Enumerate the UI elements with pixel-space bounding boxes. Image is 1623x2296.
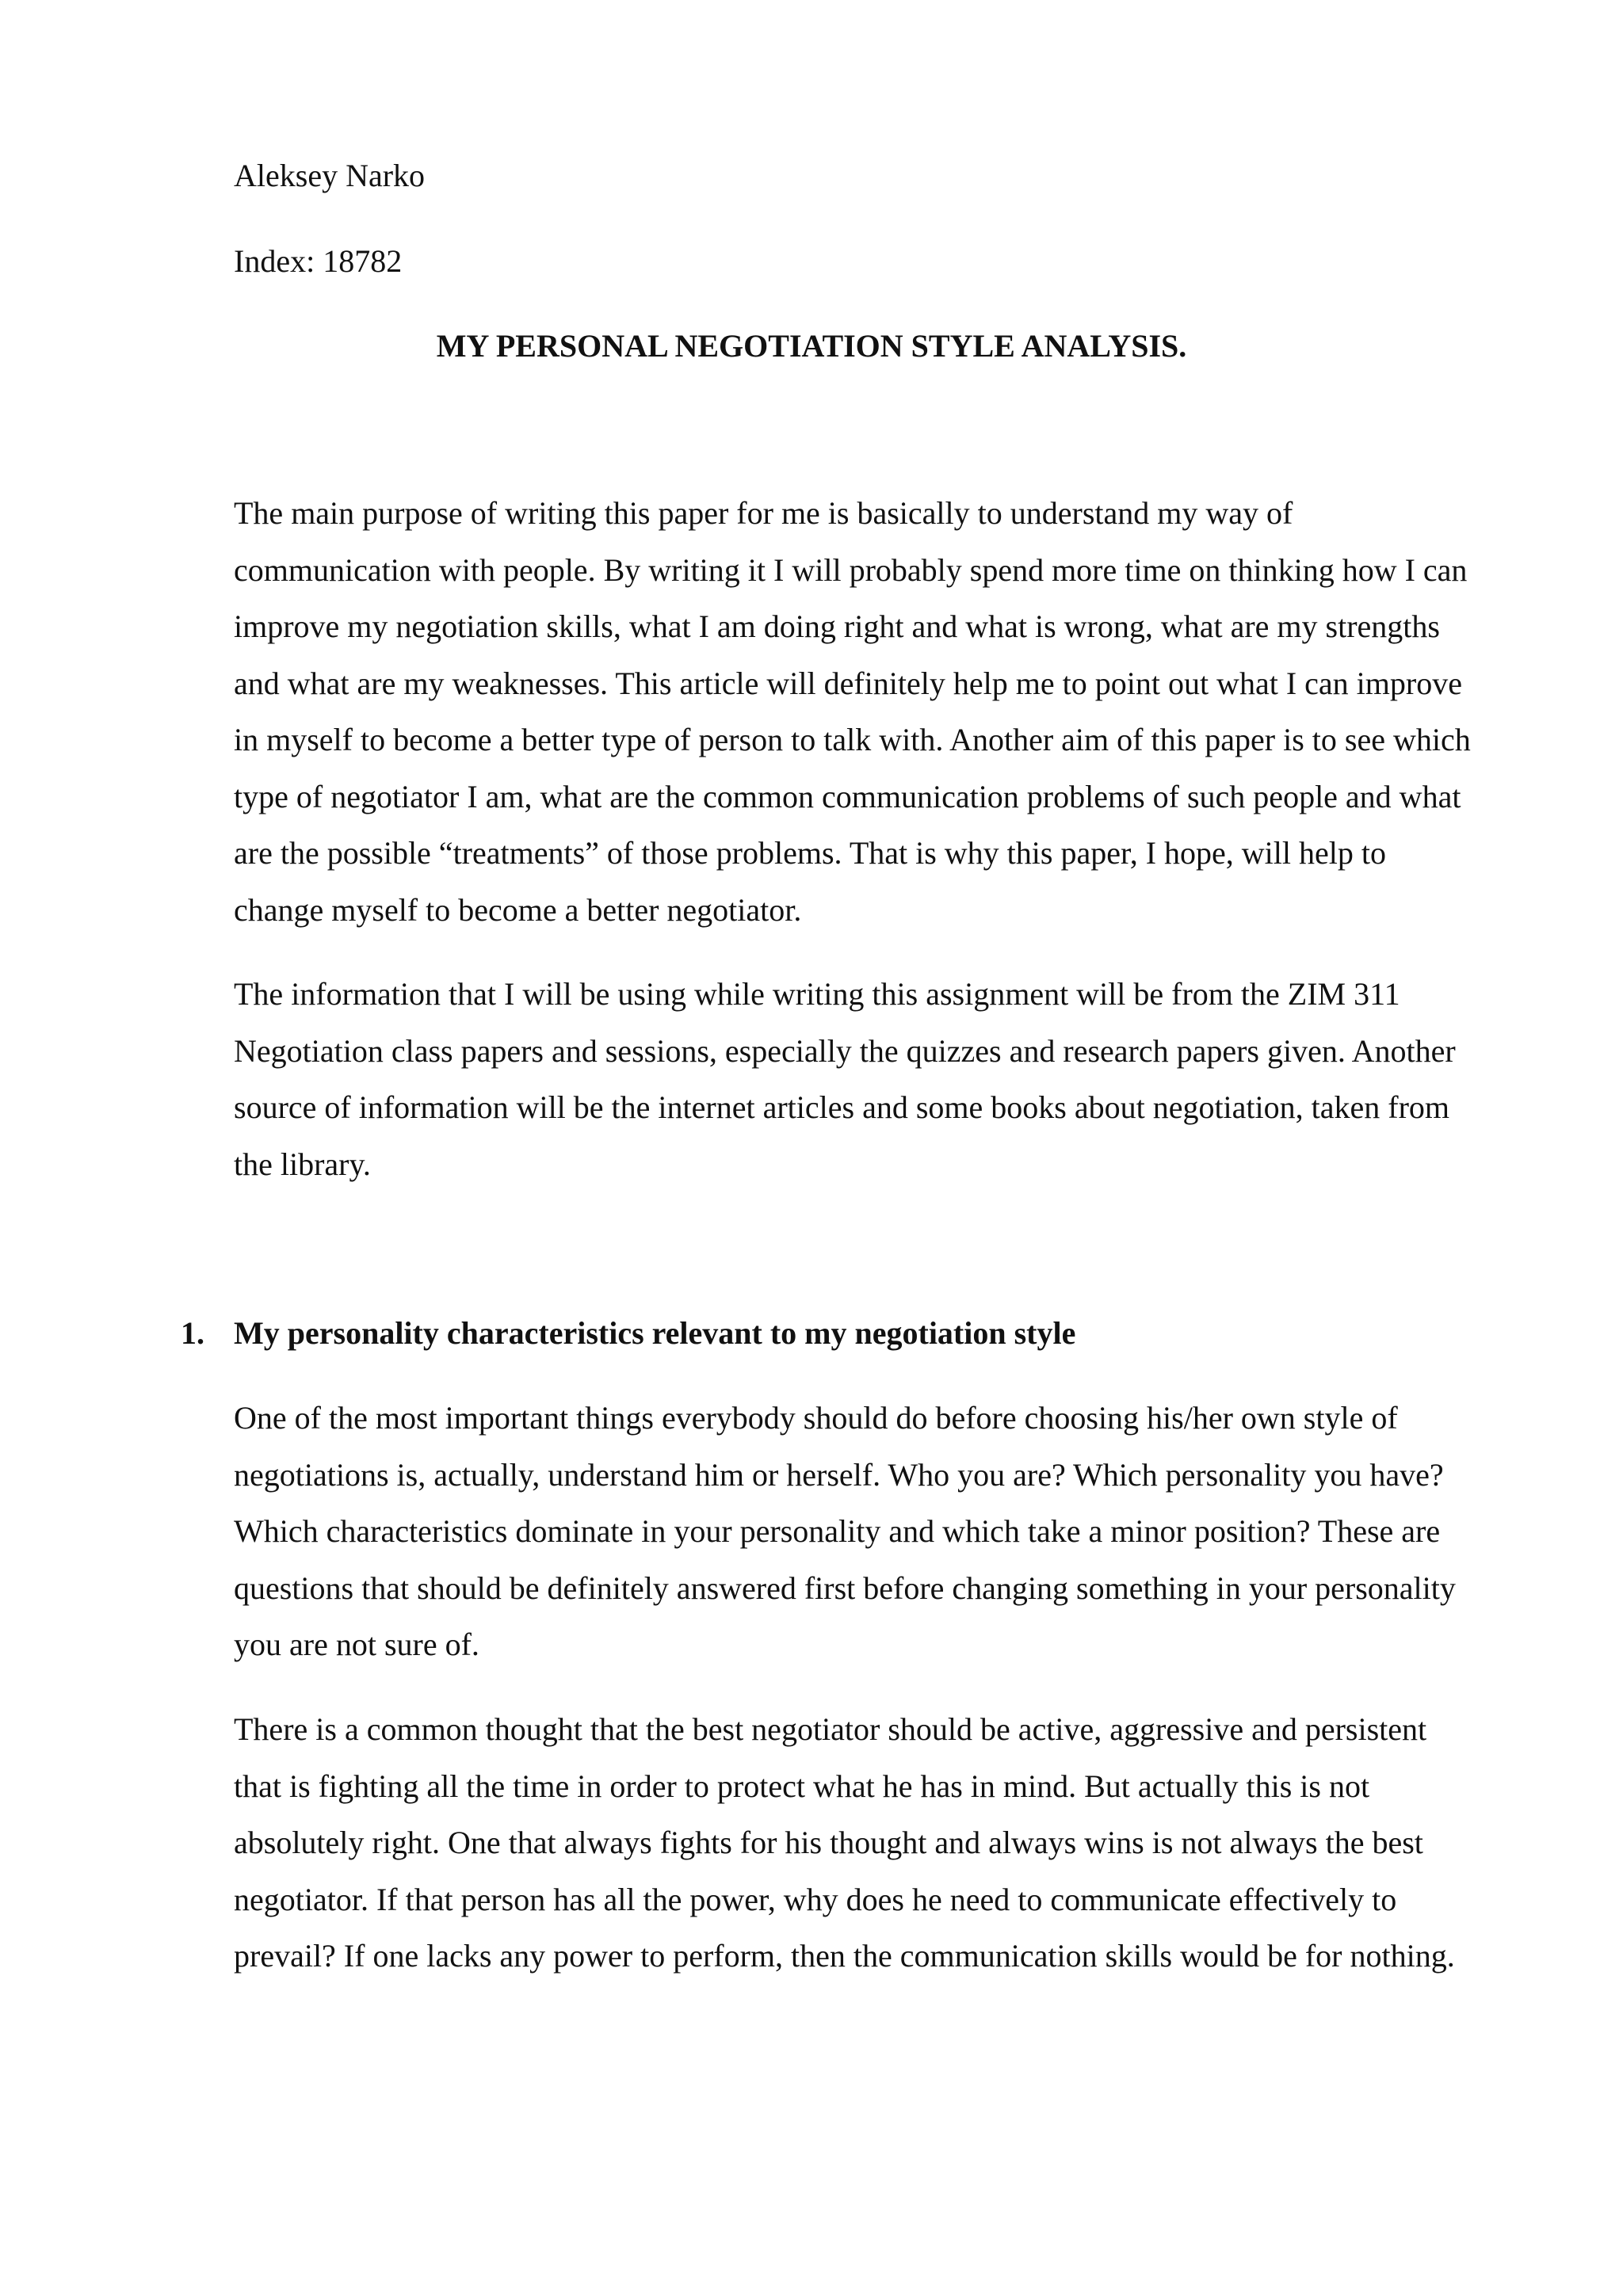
intro-paragraph-1-text: The main purpose of writing this paper for me is basically to understand my way of communication with people. By writing it I will probably spend more time on thinking how I can improve my negotiation skills, what I am doing right and what is wrong, what are my strengths and what are my weaknesses. This article will definitely help me to point out what I can improve in myself to become a better type of person to talk with. Another aim of this paper is to see which type of negotiator I am, what are the common communication problems of such people and what are the possible “treatments” of those problems. That is why this paper, I hope, will help to change myself to become a better negotiator. [234,495,1471,928]
document-title: MY PERSONAL NEGOTIATION STYLE ANALYSIS. [436,328,1187,364]
section-1-paragraph-1-text: One of the most important things everybody should do before choosing his/her own style of negotiations is, actually, understand him or herself. Who you are? Which personality you have? Which characteristics dominate in your personality and which take a minor position? These are questions that should be definitely answered first before changing something in your personality you are not sure of. [234,1400,1456,1662]
section-1-title: My personality characteristics relevant to my negotiation style [234,1315,1076,1351]
section-1-paragraph-2-text: There is a common thought that the best negotiator should be active, aggressive and persistent that is fighting all the time in order to protect what he has in mind. But actually this is not absolutely right. One that always fights for his thought and always wins is not always the best negotiator. If that person has all the power, why does he need to communicate effectively to prevail? If one lacks any power to perform, then the communication skills would be for nothing. [234,1711,1455,1974]
intro-paragraph-2 [234,966,1478,1192]
intro-paragraph-1 [234,485,1478,938]
section-1-number: 1. [181,1315,204,1351]
section-1-paragraph-2 [234,1701,1478,1985]
section-1-heading [181,1314,1075,1352]
author-name: Aleksey Narko [234,158,426,193]
intro-paragraph-2-text: The information that I will be using while writing this assignment will be from the ZIM 311 Negotiation class papers and sessions, especially the quizzes and research papers given. Another source of information will be the internet articles and some books about negotiation, taken from the library. [234,976,1456,1182]
section-1-paragraph-1 [234,1390,1478,1673]
student-index: Index: 18782 [234,243,403,279]
